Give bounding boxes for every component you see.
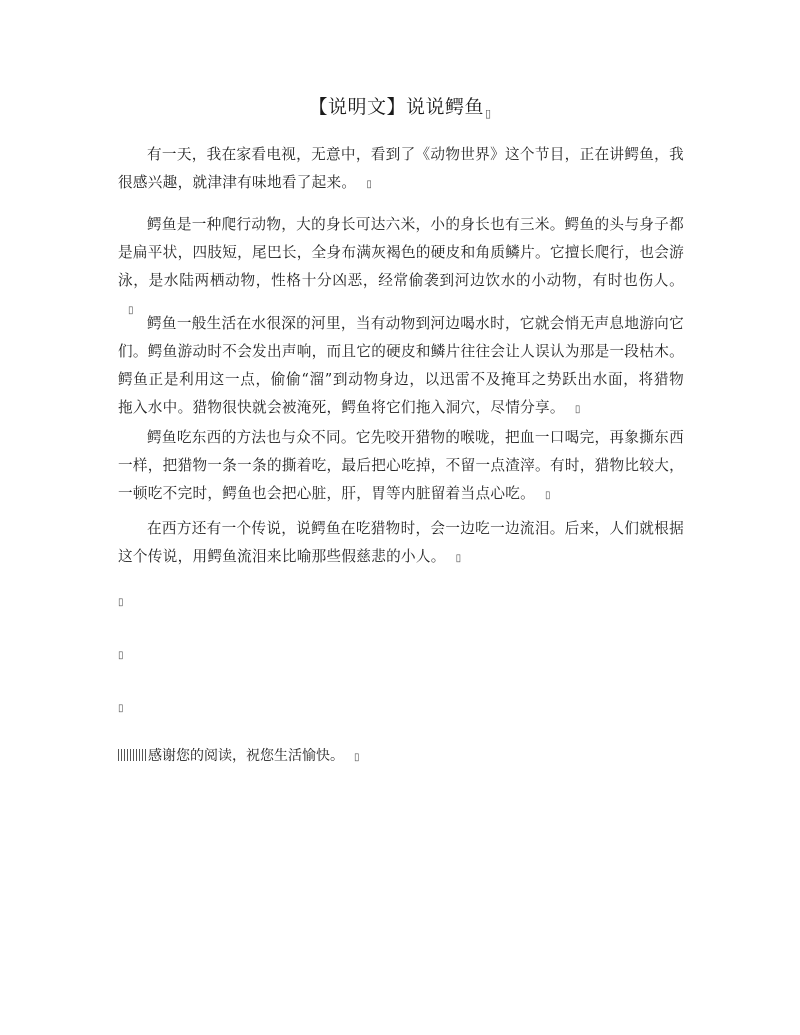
paragraph-4-text: 鳄鱼吃东西的方法也与众不同。它先咬开猎物的喉咙，把血一口喝完，再象撕东西一样，把猎物一条一条的撕着吃，最后把心吃掉，不留一点渣滓。有时，猎物比较大，一顿吃不完时，鳄鱼也会把心脏，肝，胃等内脏留着当点心吃。 [118,429,684,502]
paragraph-3-text: 鳄鱼一般生活在水很深的河里，当有动物到河边喝水时，它就会悄无声息地游向它们。鳄鱼游动时不会发出声响，而且它的硬皮和鳞片往往会让人误认为那是一段枯木。鳄鱼正是利用这一点，偷偷“溜”到动物身边，以迅雷不及掩耳之势跃出水面，将猎物拖入水中。猎物很快就会被淹死，鳄鱼将它们拖入洞穴，尽情分享。 [118,315,684,416]
paragraph-1-text: 有一天，我在家看电视，无意中，看到了《动物世界》这个节目，正在讲鳄鱼，我很感兴趣，就津津有味地看了起来。 [118,146,684,191]
closing-line [118,745,360,765]
paragraph-5-end-mark-icon: ▯ [455,553,462,564]
title-missing-glyph-icon: ▯ [484,107,492,120]
paragraph-5-text: 在西方还有一个传说，说鳄鱼在吃猎物时，会一边吃一边流泪。后来，人们就根据这个传说，用鳄鱼流泪来比喻那些假慈悲的小人。 [118,520,684,565]
closing-end-mark-icon: ▯ [354,752,360,763]
closing-text: 感谢您的阅读，祝您生活愉快。 [148,748,344,764]
placeholder-bars-icon [118,749,148,761]
paragraph-2-end-mark-icon: ▯ [128,305,134,316]
title-text: 【说明文】说说鳄鱼 [308,96,484,118]
empty-line-mark-icon: ▯ [118,650,124,661]
paragraph-1 [118,141,684,199]
paragraph-3-end-mark-icon: ▯ [574,404,581,415]
paragraph-2 [118,211,684,325]
paragraph-4-end-mark-icon: ▯ [545,490,551,501]
empty-line-mark-icon: ▯ [118,597,124,608]
paragraph-1-end-mark-icon: ▯ [366,179,373,190]
paragraph-2-text: 鳄鱼是一种爬行动物，大的身长可达六米，小的身长也有三米。鳄鱼的头与身子都是扁平状，四肢短，尾巴长，全身布满灰褐色的硬皮和角质鳞片。它擅长爬行，也会游泳，是水陆两栖动物，性格十分凶恶，经常偷袭到河边饮水的小动物，有时也伤人。 [118,216,684,289]
paragraph-3 [118,310,684,424]
empty-line-mark-icon: ▯ [118,703,124,714]
document-title [0,92,800,120]
paragraph-4 [118,424,684,510]
paragraph-5 [118,515,684,573]
